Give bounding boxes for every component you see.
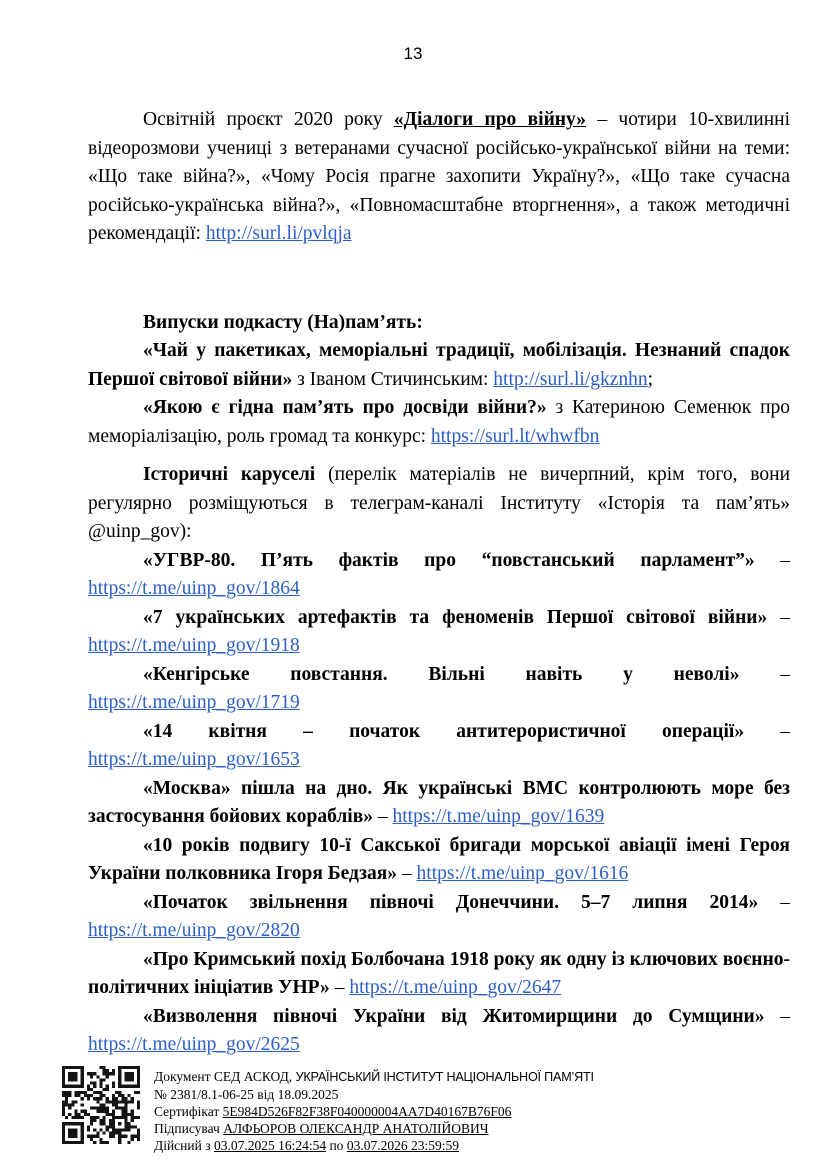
valid-to-date: 03.07.2026 23:59:59 — [346, 1138, 459, 1153]
podcast-item-link[interactable]: https://surl.lt/whwfbn — [430, 425, 600, 447]
carousel-item — [88, 1003, 790, 1060]
podcast-section — [88, 309, 790, 452]
organization-name: УКРАЇНСЬКИЙ ІНСТИТУТ НАЦІОНАЛЬНОЇ ПАМ’ЯТІ — [295, 1070, 594, 1084]
dash: – — [377, 806, 388, 827]
carousel-item-title: «Початок звільнення півночі Донеччини. 5–7 липня 2014» — [143, 891, 759, 913]
dash: – — [780, 663, 790, 685]
carousel-item — [88, 718, 790, 775]
carousel-item-link[interactable]: https://t.me/uinp_gov/1719 — [88, 692, 300, 713]
stamp-line-validity: Дійсний з 03.07.2025 16:24:54 по 03.07.2026 23:59:59 — [154, 1138, 459, 1153]
podcast-item-link[interactable]: http://surl.li/gkznhn — [493, 368, 648, 390]
podcast-item-title: «Чай у пакетиках, меморіальні традиції, мобілізація. Незнаний спадок Першої світової війни» — [88, 340, 790, 390]
carousel-item-title: «Про Кримський похід Болбочана 1918 року як одну із ключових воєнно-політичних ініціатив УНР» — [88, 948, 790, 998]
dash: – — [401, 863, 412, 884]
carousel-item-link[interactable]: https://t.me/uinp_gov/1639 — [392, 806, 605, 827]
stamp-line-document: Документ СЕД АСКОД, УКРАЇНСЬКИЙ ІНСТИТУТ НАЦІОНАЛЬНОЇ ПАМ’ЯТІ — [154, 1069, 594, 1084]
carousel-item — [88, 832, 790, 889]
intro-link[interactable]: http://surl.li/pvlqja — [205, 223, 352, 244]
dash: – — [780, 891, 790, 913]
stamp-line-number: № 2381/8.1-06-25 від 18.09.2025 — [154, 1087, 339, 1102]
carousel-item-title: «Кенгірське повстання. Вільні навіть у неволі» — [143, 663, 740, 685]
document-body — [88, 106, 790, 1060]
intro-rest: – чотири 10-хвилинні відеорозмови учениці з ветеранами сучасної російсько-української війни на теми: «Що таке війна?», «Чому Росія прагне захопити Україну?», «Що таке сучасна російсько-українська війна?», «Повномасштабне вторгнення», а також методичні рекомендації: — [88, 109, 790, 244]
carousel-item-link[interactable]: https://t.me/uinp_gov/1653 — [88, 749, 300, 770]
page-number: 13 — [403, 44, 423, 63]
podcast-item-title: «Якою є гідна пам’ять про досвіди війни?» — [143, 397, 547, 418]
carousels-heading-rest: (перелік матеріалів не вичерпний, крім того, вони регулярно розміщуються в телеграм-каналі Інституту «Історія та пам’ять» @uinp_gov): — [88, 464, 791, 542]
valid-from-date: 03.07.2025 16:24:54 — [213, 1138, 327, 1153]
carousel-item — [88, 661, 790, 718]
carousel-item-link[interactable]: https://t.me/uinp_gov/1616 — [416, 863, 629, 884]
stamp-line-signer: Підписувач АЛФЬОРОВ ОЛЕКСАНДР АНАТОЛІЙОВИЧ — [154, 1121, 489, 1136]
podcast-item-text: з Іваном Стичинським: — [292, 368, 494, 390]
podcast-heading: Випуски подкасту (На)пам’ять: — [143, 311, 423, 333]
carousel-item — [88, 604, 790, 661]
podcast-item-text: з Катериною Семенюк про меморіалізацію, роль громад та конкурс: — [88, 397, 791, 447]
carousel-item — [88, 547, 790, 604]
carousels-heading-bold: Історичні каруселі — [143, 464, 316, 485]
dash: – — [780, 549, 791, 571]
signer-name: АЛФЬОРОВ ОЛЕКСАНДР АНАТОЛІЙОВИЧ — [223, 1121, 489, 1136]
carousel-item-link[interactable]: https://t.me/uinp_gov/2820 — [88, 920, 300, 941]
carousel-item-link[interactable]: https://t.me/uinp_gov/2647 — [349, 977, 562, 998]
podcast-item — [88, 394, 790, 451]
signature-stamp-text — [154, 1066, 594, 1154]
signature-stamp — [62, 1066, 594, 1154]
qr-code-icon — [62, 1066, 140, 1144]
intro-lead: Освітній проєкт 2020 року — [143, 109, 394, 130]
certificate-value: 5E984D526F82F38F040000004AA7D40167B76F06 — [222, 1104, 512, 1119]
carousel-item-title: «Москва» пішла на дно. Як українські ВМС контролюють море без застосування бойових кораблів» — [88, 777, 790, 827]
carousel-item-link[interactable]: https://t.me/uinp_gov/1864 — [88, 578, 300, 599]
carousel-item-title: «УГВР-80. П’ять фактів про “повстанський парламент”» — [143, 549, 755, 571]
carousels-section — [88, 461, 790, 1060]
stamp-line-certificate: Сертифікат 5E984D526F82F38F040000004AA7D40167B76F06 — [154, 1104, 512, 1119]
carousel-item — [88, 775, 790, 832]
carousel-item — [88, 889, 790, 946]
carousel-item-title: «14 квітня – початок антитерористичної операції» — [143, 720, 745, 742]
carousel-item-title: «7 українських артефактів та феноменів Першої світової війни» — [143, 606, 768, 628]
carousel-item — [88, 946, 790, 1003]
podcast-item: «Чай у пакетиках, меморіальні традиції, мобілізація. Незнаний спадок Першої світової війни» з Іваном Стичинським: http://surl.li/gkznhn; — [88, 340, 790, 390]
dash: – — [780, 606, 790, 628]
carousel-item-title: «Визволення півночі України від Житомирщини до Сумщини» — [143, 1005, 765, 1027]
dash: – — [780, 1005, 791, 1027]
intro-paragraph — [88, 106, 790, 249]
carousel-item-link[interactable]: https://t.me/uinp_gov/2625 — [88, 1034, 300, 1055]
carousels-heading — [88, 461, 790, 547]
carousel-item-title: «10 років подвигу 10-ї Сакської бригади морської авіації імені Героя України полковника Ігоря Бедзая» — [88, 834, 790, 884]
intro-project-title: «Діалоги про війну» — [393, 109, 587, 130]
dash: – — [780, 720, 790, 742]
carousel-item-link[interactable]: https://t.me/uinp_gov/1918 — [88, 635, 300, 656]
dash: – — [334, 977, 345, 998]
